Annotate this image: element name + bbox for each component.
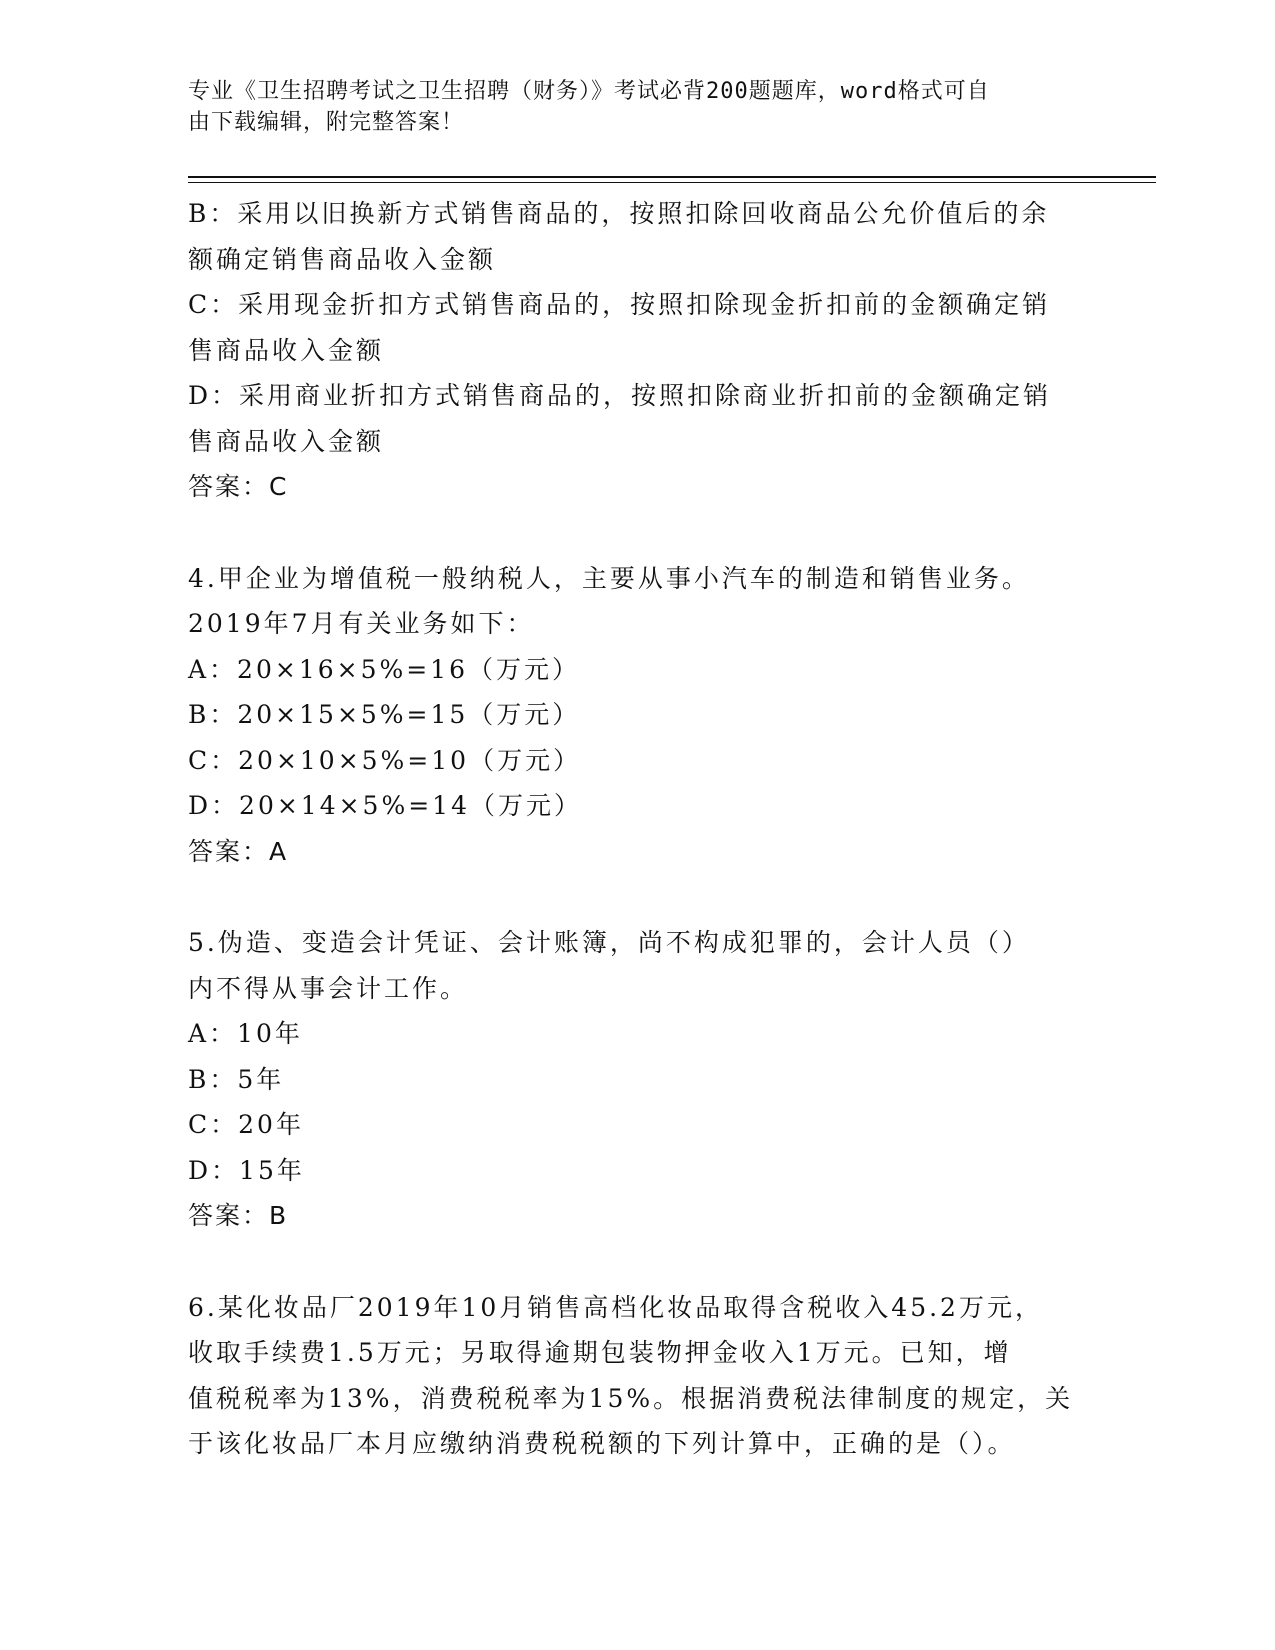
answer-line: 答案：B (188, 1201, 289, 1230)
question-stem-line: 5.伪造、变造会计凭证、会计账簿，尚不构成犯罪的，会计人员（） (188, 928, 1030, 957)
header-title-line-1: 专业《卫生招聘考试之卫生招聘（财务）》考试必背200题题库，word格式可自 (188, 79, 990, 104)
option-c: C：20×10×5%=10（万元） (188, 745, 582, 775)
question-stem-line: 值税税率为13%，消费税税率为15%。根据消费税法律制度的规定，关 (188, 1383, 1074, 1413)
option-d: D：15年 (188, 1155, 305, 1185)
question-text-line: 额确定销售商品收入金额 (188, 244, 497, 274)
header-title-line-2: 由下载编辑，附完整答案！ (188, 110, 465, 135)
option-a: A：20×16×5%=16（万元） (188, 654, 580, 684)
question-block-5 (188, 920, 1088, 1239)
question-stem-line: 6.某化妆品厂2019年10月销售高档化妆品取得含税收入45.2万元， (188, 1292, 1043, 1322)
question-stem-line: 内不得从事会计工作。 (188, 973, 469, 1003)
question-block-3 (188, 191, 1088, 510)
question-stem-line: 收取手续费1.5万元；另取得逾期包装物押金收入1万元。已知，增 (188, 1338, 1012, 1367)
answer-line: 答案：A (188, 836, 289, 866)
option-b: B：20×15×5%=15（万元） (188, 700, 581, 729)
header-divider-thin (188, 182, 1156, 183)
block-spacer (188, 510, 1088, 556)
question-stem-line: 4.甲企业为增值税一般纳税人，主要从事小汽车的制造和销售业务。 (188, 563, 1030, 593)
question-text-line: D：采用商业折扣方式销售商品的，按照扣除商业折扣前的金额确定销 (188, 381, 1052, 410)
option-d: D：20×14×5%=14（万元） (188, 791, 582, 820)
block-spacer (188, 874, 1088, 920)
option-b: B：5年 (188, 1064, 285, 1094)
block-spacer (188, 1239, 1088, 1285)
question-stem-line: 2019年7月有关业务如下： (188, 609, 535, 638)
question-text-line: 售商品收入金额 (188, 426, 385, 456)
question-text-line: B：采用以旧换新方式销售商品的，按照扣除回收商品公允价值后的余 (188, 199, 1050, 228)
question-stem-line: 于该化妆品厂本月应缴纳消费税税额的下列计算中，正确的是（）。 (188, 1429, 1016, 1458)
question-list (188, 191, 1088, 1467)
question-block-4 (188, 556, 1088, 875)
option-a: A：10年 (188, 1019, 303, 1048)
page-header (188, 76, 1068, 138)
question-block-6 (188, 1285, 1088, 1467)
option-c: C：20年 (188, 1110, 304, 1139)
question-text-line: 售商品收入金额 (188, 335, 385, 365)
answer-line: 答案：C (188, 472, 289, 501)
header-divider-thick (188, 176, 1156, 178)
question-text-line: C：采用现金折扣方式销售商品的，按照扣除现金折扣前的金额确定销 (188, 290, 1051, 319)
